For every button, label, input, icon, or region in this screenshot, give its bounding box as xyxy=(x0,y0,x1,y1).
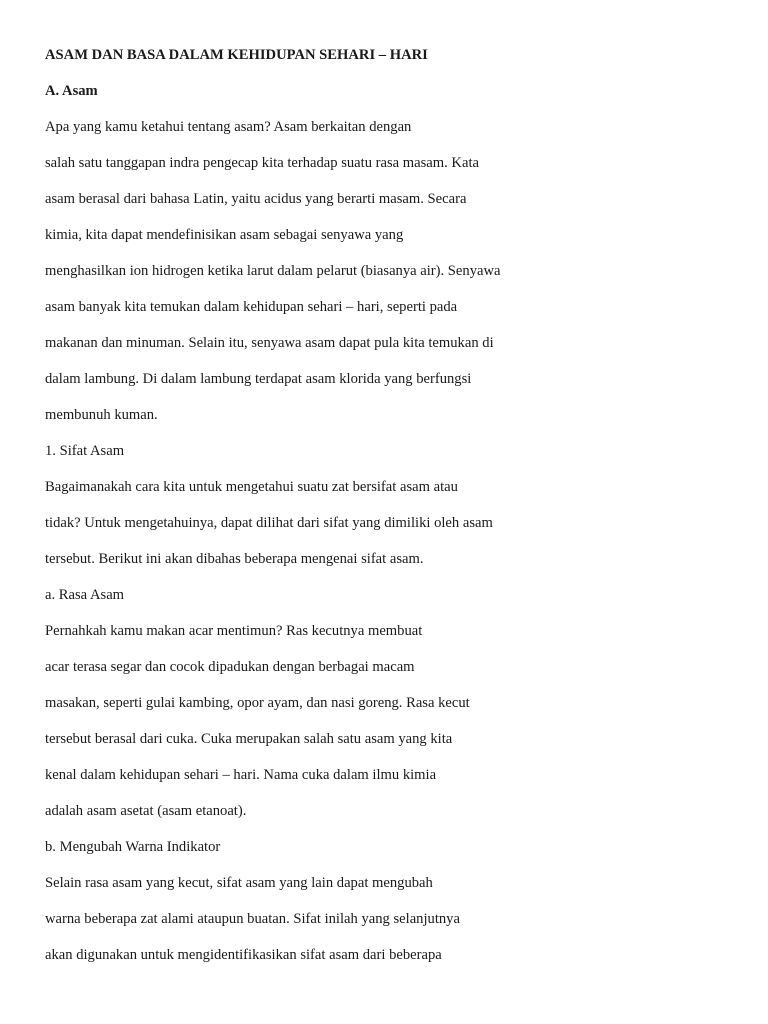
document-title: ASAM DAN BASA DALAM KEHIDUPAN SEHARI – HARI xyxy=(45,47,428,63)
paragraph-line: tersebut. Berikut ini akan dibahas beberapa mengenai sifat asam. xyxy=(45,551,424,567)
paragraph-line: masakan, seperti gulai kambing, opor ayam, dan nasi goreng. Rasa kecut xyxy=(45,695,470,711)
paragraph-line: akan digunakan untuk mengidentifikasikan sifat asam dari beberapa xyxy=(45,947,442,963)
paragraph-line: makanan dan minuman. Selain itu, senyawa asam dapat pula kita temukan di xyxy=(45,335,494,351)
section-a-heading: A. Asam xyxy=(45,83,98,99)
paragraph-line: warna beberapa zat alami ataupun buatan. Sifat inilah yang selanjutnya xyxy=(45,911,460,927)
paragraph-line: asam banyak kita temukan dalam kehidupan sehari – hari, seperti pada xyxy=(45,299,458,315)
paragraph-line: kimia, kita dapat mendefinisikan asam sebagai senyawa yang xyxy=(45,227,404,243)
paragraph-line: Selain rasa asam yang kecut, sifat asam yang lain dapat mengubah xyxy=(45,875,433,891)
paragraph-line: acar terasa segar dan cocok dipadukan dengan berbagai macam xyxy=(45,659,415,675)
paragraph-line: tersebut berasal dari cuka. Cuka merupakan salah satu asam yang kita xyxy=(45,731,453,747)
point-b-heading: b. Mengubah Warna Indikator xyxy=(45,839,221,855)
subsection-1-heading: 1. Sifat Asam xyxy=(45,443,125,459)
point-a-heading: a. Rasa Asam xyxy=(45,587,125,603)
paragraph-line: adalah asam asetat (asam etanoat). xyxy=(45,803,247,819)
paragraph-line: salah satu tanggapan indra pengecap kita terhadap suatu rasa masam. Kata xyxy=(45,155,479,171)
paragraph-line: kenal dalam kehidupan sehari – hari. Nama cuka dalam ilmu kimia xyxy=(45,767,437,783)
paragraph-line: dalam lambung. Di dalam lambung terdapat asam klorida yang berfungsi xyxy=(45,371,472,387)
paragraph-line: asam berasal dari bahasa Latin, yaitu acidus yang berarti masam. Secara xyxy=(45,191,467,207)
paragraph-line: menghasilkan ion hidrogen ketika larut dalam pelarut (biasanya air). Senyawa xyxy=(45,263,501,279)
paragraph-line: Bagaimanakah cara kita untuk mengetahui suatu zat bersifat asam atau xyxy=(45,479,458,495)
paragraph-line: tidak? Untuk mengetahuinya, dapat dilihat dari sifat yang dimiliki oleh asam xyxy=(45,515,493,531)
paragraph-line: Apa yang kamu ketahui tentang asam? Asam berkaitan dengan xyxy=(45,119,412,135)
paragraph-line: membunuh kuman. xyxy=(45,407,158,423)
paragraph-line: Pernahkah kamu makan acar mentimun? Ras kecutnya membuat xyxy=(45,623,423,639)
